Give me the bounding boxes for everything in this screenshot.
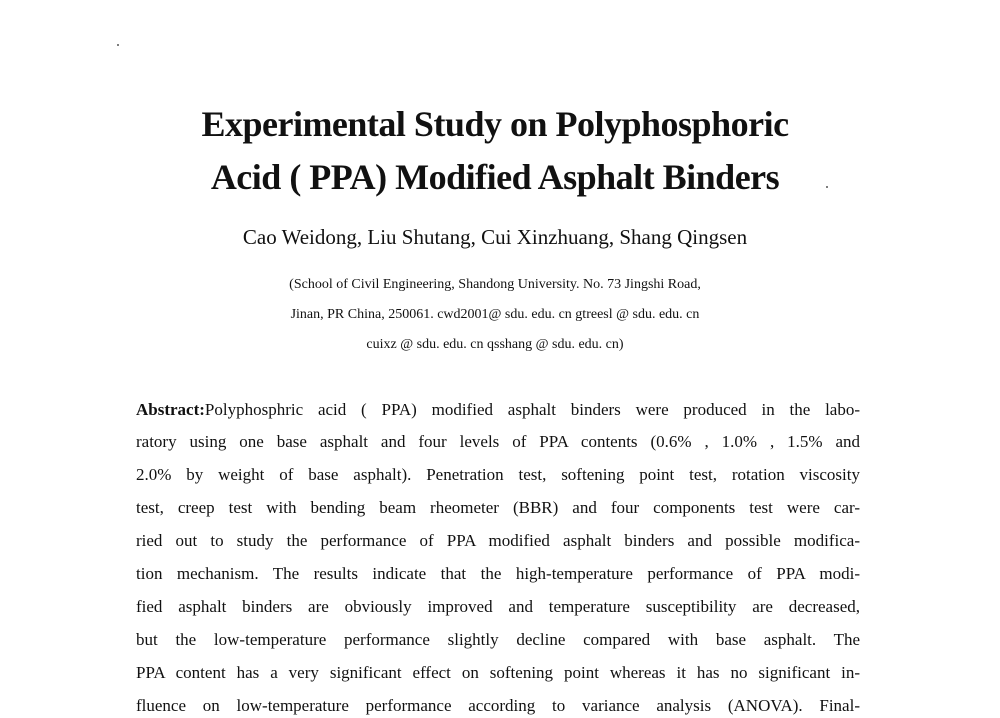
abstract-line: fied asphalt binders are obviously improved and temperature susceptibility are decreased, [136,597,860,616]
abstract-label: Abstract: [136,400,205,419]
abstract-line: ried out to study the performance of PPA modified asphalt binders and possible modifica- [136,531,860,550]
abstract-line: ratory using one base asphalt and four levels of PPA contents (0.6% , 1.0% , 1.5% and [136,432,860,451]
paper-title-line-1: Experimental Study on Polyphosphoric [201,104,789,144]
author-list: Cao Weidong, Liu Shutang, Cui Xinzhuang, Shang Qingsen [242,225,748,249]
abstract-line [136,398,860,422]
affiliation-line-3: cuixz @ sdu. edu. cn qsshang @ sdu. edu. cn) [366,337,624,352]
abstract-line: tion mechanism. The results indicate that the high-temperature performance of PPA modi- [136,564,860,583]
scan-speck [117,44,119,46]
affiliation-line-2: Jinan, PR China, 250061. cwd2001@ sdu. edu. cn gtreesl @ sdu. edu. cn [290,307,700,322]
affiliation-line-1: (School of Civil Engineering, Shandong University. No. 73 Jingshi Road, [289,277,701,292]
abstract-line: 2.0% by weight of base asphalt). Penetration test, softening point test, rotation viscosity [136,465,860,484]
abstract-line: but the low-temperature performance slightly decline compared with base asphalt. The [136,630,860,649]
abstract-line: test, creep test with bending beam rheometer (BBR) and four components test were car- [136,498,860,517]
abstract-line: fluence on low-temperature performance according to variance analysis (ANOVA). Final- [136,696,860,715]
abstract-line: PPA content has a very significant effect on softening point whereas it has no significant in- [136,663,860,682]
paper-title-line-2: Acid ( PPA) Modified Asphalt Binders [210,157,780,197]
abstract-text: Polyphosphric acid ( PPA) modified asphalt binders were produced in the labo- [204,400,860,419]
